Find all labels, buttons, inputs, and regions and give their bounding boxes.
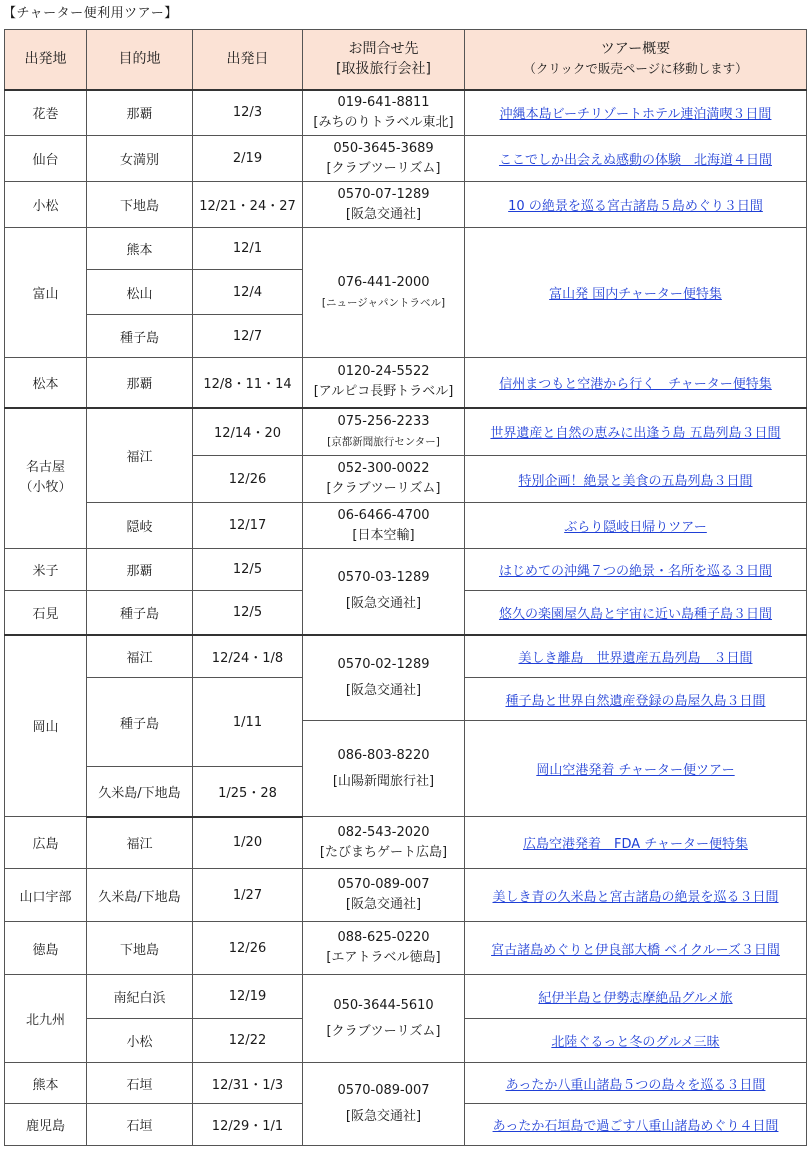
agency-name: [エアトラベル徳島] [326,950,441,965]
contact-cell [303,358,465,408]
phone-number: 0570-089-007 [337,877,430,892]
agency-name: [阪急交通社] [345,897,422,912]
agency-name: [クラブツーリズム] [326,160,441,176]
phone-number: 0120-24-5522 [337,364,430,380]
contact-cell [303,503,465,549]
header-summary [465,30,807,90]
tour-link[interactable]: はじめての沖縄７つの絶景・名所を巡る３日間 [498,564,772,579]
tour-cell [465,635,807,678]
tour-cell [465,549,807,591]
contact-cell [303,721,465,817]
header-contact-agency: [取扱旅行会社] [336,61,431,78]
origin-cell: 山口宇部 [5,869,87,922]
destination-cell: 那覇 [87,90,193,136]
date-cell: 12/4 [193,270,303,315]
tour-link[interactable]: 10 の絶景を巡る宮古諸島５島めぐり３日間 [508,199,763,214]
agency-name: [阪急交通社] [345,596,422,612]
agency-name: [クラブツーリズム] [326,1023,441,1039]
contact-cell [303,922,465,975]
phone-number: 082-543-2020 [337,824,430,840]
phone-number: 050-3645-3689 [333,140,434,156]
tour-link[interactable]: 美しき青の久米島と宮古諸島の絶景を巡る３日間 [492,889,779,905]
table-row [5,228,807,270]
tour-cell [465,721,807,817]
table-row [5,975,807,1019]
date-cell: 1/27 [193,869,303,922]
destination-cell: 種子島 [87,591,193,635]
tour-cell [465,1104,807,1146]
destination-cell: 女満別 [87,136,193,182]
contact-cell [303,1063,465,1146]
destination-cell: 下地島 [87,922,193,975]
origin-cell: 富山 [5,228,87,358]
date-cell: 12/3 [193,90,303,136]
table-row [5,549,807,591]
tour-cell [465,408,807,456]
destination-cell: 松山 [87,270,193,315]
destination-cell: 福江 [87,817,193,869]
header-origin: 出発地 [5,30,87,90]
agency-name: [京都新聞旅行センター] [327,435,440,448]
date-cell: 12/5 [193,549,303,591]
tour-cell [465,90,807,136]
tour-link[interactable]: 美しき離島 世界遺産五島列島 ３日間 [518,650,753,666]
tour-link[interactable]: ここでしか出会えぬ感動の体験 北海道４日間 [498,153,772,168]
phone-number: 050-3644-5610 [333,997,434,1013]
origin-cell: 松本 [5,358,87,408]
contact-cell [303,817,465,869]
tour-cell [465,922,807,975]
agency-name: [ニュージャパントラベル] [321,296,446,309]
table-row [5,90,807,136]
tour-cell [465,869,807,922]
contact-cell [303,182,465,228]
tour-cell [465,678,807,721]
tour-cell [465,358,807,408]
tour-link[interactable]: あったか八重山諸島５つの島々を巡る３日間 [505,1077,766,1093]
tour-cell [465,1063,807,1104]
contact-cell [303,228,465,358]
destination-cell: 久米島/下地島 [87,869,193,922]
header-destination: 目的地 [87,30,193,90]
contact-cell [303,456,465,503]
table-row [5,922,807,975]
table-row [5,635,807,678]
date-cell: 12/8・11・14 [193,358,303,408]
destination-cell: 小松 [87,1019,193,1063]
charter-tour-table [4,29,807,1146]
origin-name: 名古屋 [25,460,65,476]
phone-number: 052-300-0022 [337,461,430,476]
date-cell: 12/22 [193,1019,303,1063]
contact-cell [303,90,465,136]
phone-number: 0570-089-007 [337,1083,430,1098]
tour-link[interactable]: あったか石垣島で過ごす八重山諸島めぐり４日間 [492,1119,779,1134]
phone-number: 019-641-8811 [337,94,430,110]
tour-link[interactable]: 紀伊半島と伊勢志摩絶品グルメ旅 [538,991,733,1006]
phone-number: 0570-07-1289 [337,186,430,202]
destination-cell: 下地島 [87,182,193,228]
tour-cell [465,1019,807,1063]
origin-subname: （小牧） [19,480,72,496]
phone-number: 075-256-2233 [337,413,430,429]
date-cell: 12/5 [193,591,303,635]
date-cell: 12/1 [193,228,303,270]
tour-link[interactable]: 岡山空港発着 チャーター便ツアー [536,763,735,778]
destination-cell: 久米島/下地島 [87,767,193,817]
date-cell: 12/19 [193,975,303,1019]
tour-link[interactable]: 信州まつもと空港から行く チャーター便特集 [499,376,772,392]
agency-name: [みちのりトラベル東北] [313,114,454,130]
origin-cell [5,408,87,549]
date-cell: 1/20 [193,817,303,869]
table-row [5,503,807,549]
date-cell: 1/25・28 [193,767,303,817]
phone-number: 0570-02-1289 [337,656,430,672]
agency-name: [山陽新聞旅行社] [332,773,435,789]
header-contact [303,30,465,90]
tour-link[interactable]: 宮古諸島めぐりと伊良部大橋 ベイクルーズ３日間 [491,942,780,958]
destination-cell: 南紀白浜 [87,975,193,1019]
origin-cell: 花巻 [5,90,87,136]
header-summary-note: （クリックで販売ページに移動します） [523,61,748,77]
tour-link[interactable]: 北陸ぐるっと冬のグルメ三昧 [551,1035,720,1050]
phone-number: 088-625-0220 [337,930,430,945]
origin-cell: 仙台 [5,136,87,182]
table-row [5,1063,807,1104]
date-cell: 12/21・24・27 [193,182,303,228]
phone-number: 06-6466-4700 [337,507,430,523]
agency-name: [阪急交通社] [345,682,422,698]
tour-link[interactable]: 世界遺産と自然の恵みに出逢う島 五島列島３日間 [490,426,781,442]
contact-cell [303,408,465,456]
tour-cell [465,591,807,635]
contact-cell [303,136,465,182]
destination-cell: 那覇 [87,358,193,408]
contact-cell [303,635,465,721]
origin-cell: 徳島 [5,922,87,975]
origin-cell: 広島 [5,817,87,869]
table-row [5,817,807,869]
date-cell: 1/11 [193,678,303,767]
origin-cell: 小松 [5,182,87,228]
origin-cell: 鹿児島 [5,1104,87,1146]
origin-cell: 岡山 [5,635,87,817]
phone-number: 076-441-2000 [337,274,430,290]
destination-cell: 石垣 [87,1063,193,1104]
destination-cell: 那覇 [87,549,193,591]
date-cell: 12/24・1/8 [193,635,303,678]
destination-cell: 石垣 [87,1104,193,1146]
table-row [5,869,807,922]
origin-cell: 熊本 [5,1063,87,1104]
header-summary-title: ツアー概要 [600,41,671,58]
agency-name: [クラブツーリズム] [326,481,441,496]
date-cell: 12/26 [193,922,303,975]
date-cell: 12/7 [193,315,303,358]
tour-link[interactable]: 広島空港発着 FDA チャーター便特集 [523,837,748,852]
page-title: 【チャーター便利用ツアー】 [3,6,178,21]
origin-cell: 米子 [5,549,87,591]
table-row [5,408,807,456]
origin-cell: 石見 [5,591,87,635]
tour-cell [465,456,807,503]
header-contact-title: お問合せ先 [348,41,419,58]
tour-link[interactable]: 沖縄本島ビーチリゾートホテル連泊満喫３日間 [499,107,772,123]
phone-number: 086-803-8220 [337,747,430,763]
agency-name: [阪急交通社] [345,206,422,222]
date-cell: 12/14・20 [193,408,303,456]
tour-link[interactable]: 富山発 国内チャーター便特集 [549,287,722,302]
table-row [5,182,807,228]
destination-cell: 隠岐 [87,503,193,549]
header-date: 出発日 [193,30,303,90]
table-row [5,358,807,408]
tour-cell [465,136,807,182]
tour-link[interactable]: 悠久の楽園屋久島と宇宙に近い島種子島３日間 [498,606,772,622]
tour-cell [465,182,807,228]
destination-cell: 種子島 [87,678,193,767]
destination-cell: 種子島 [87,315,193,358]
tour-cell [465,503,807,549]
origin-cell: 北九州 [5,975,87,1063]
date-cell: 2/19 [193,136,303,182]
phone-number: 0570-03-1289 [337,570,430,586]
table-header-row [5,30,807,90]
date-cell: 12/26 [193,456,303,503]
date-cell: 12/29・1/1 [193,1104,303,1146]
tour-link[interactable]: ぶらり隠岐日帰りツアー [564,520,707,535]
tour-cell [465,975,807,1019]
contact-cell [303,869,465,922]
agency-name: [たびまちゲート広島] [319,844,448,860]
agency-name: [阪急交通社] [345,1109,422,1124]
tour-cell [465,228,807,358]
date-cell: 12/17 [193,503,303,549]
date-cell: 12/31・1/3 [193,1063,303,1104]
contact-cell [303,975,465,1063]
tour-link[interactable]: 特別企画！絶景と美食の五島列島３日間 [518,473,753,489]
tour-cell [465,817,807,869]
destination-cell: 熊本 [87,228,193,270]
destination-cell: 福江 [87,408,193,503]
agency-name: [アルピコ長野トラベル] [313,384,454,400]
contact-cell [303,549,465,635]
table-row [5,136,807,182]
agency-name: [日本空輸] [352,527,415,543]
tour-link[interactable]: 種子島と世界自然遺産登録の島屋久島３日間 [505,693,766,709]
destination-cell: 福江 [87,635,193,678]
